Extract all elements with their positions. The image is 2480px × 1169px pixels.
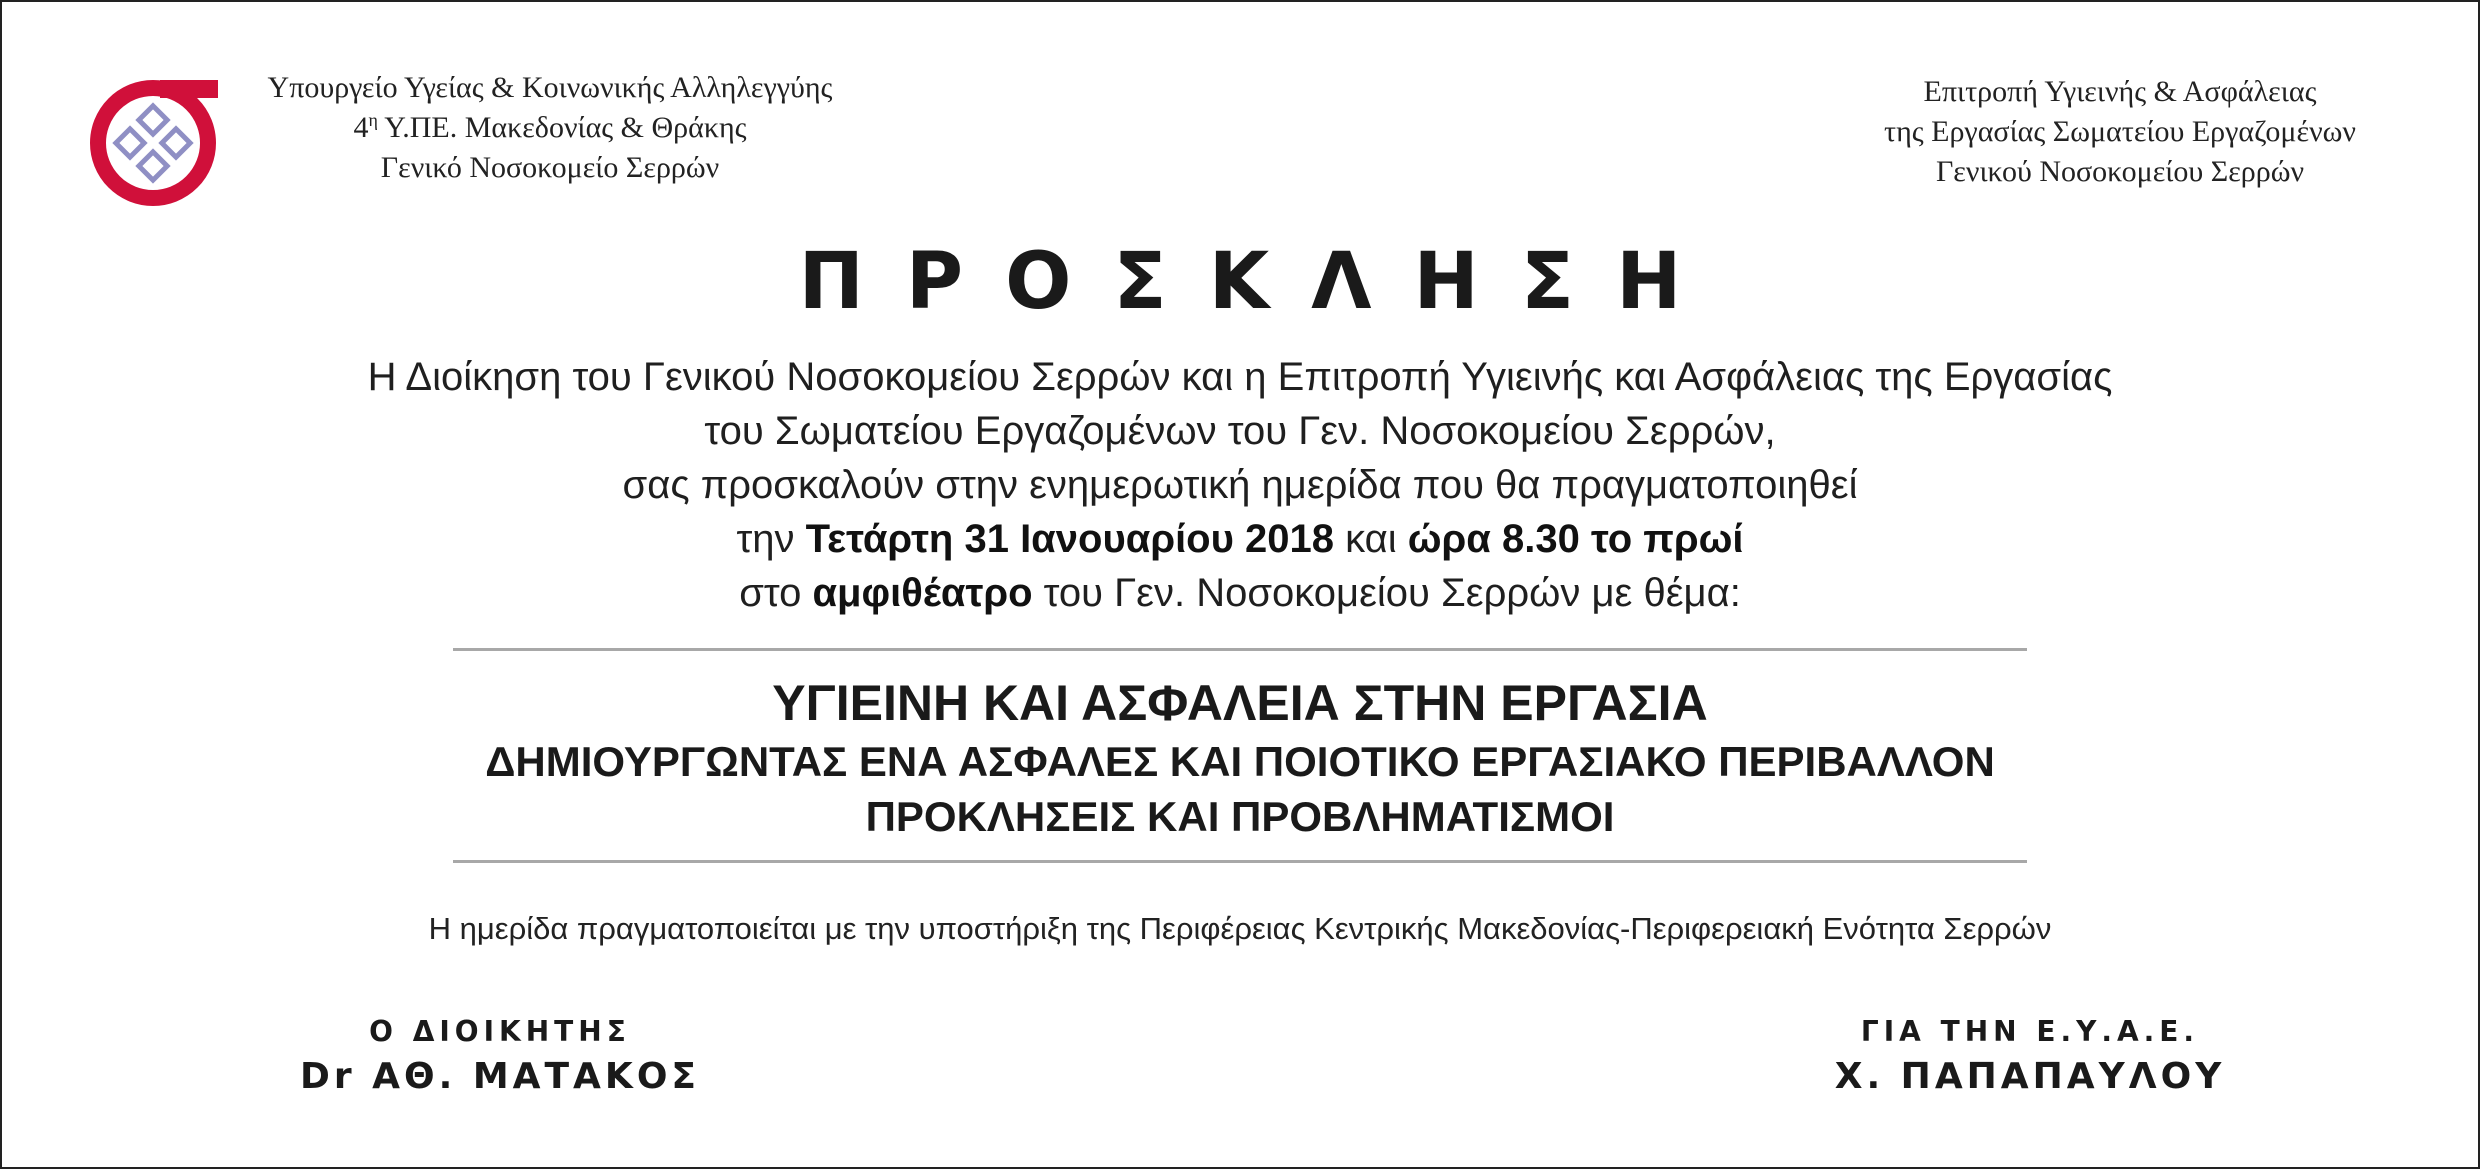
signature-committee: [1760, 1012, 2300, 1102]
committee-line-1: Επιτροπή Υγιεινής & Ασφάλειας: [1923, 75, 2317, 108]
intro-line-5: [0, 566, 2480, 620]
intro-line-1: Η Διοίκηση του Γενικού Νοσοκομείου Σερρών και η Επιτροπή Υγιεινής και Ασφάλειας της Εργασίας: [367, 355, 2113, 399]
health-region: [220, 108, 880, 148]
intro-text: του Γεν. Νοσοκομείου Σερρών με θέμα:: [1032, 571, 1741, 615]
intro-line-4: [0, 512, 2480, 566]
hospital-name: Γενικό Νοσοκομείο Σερρών: [380, 151, 720, 184]
topic-subtitle: ΔΗΜΙΟΥΡΓΩΝΤΑΣ ΕΝΑ ΑΣΦΑΛΕΣ ΚΑΙ ΠΟΙΟΤΙΚΟ ΕΡΓΑΣΙΑΚΟ ΠΕΡΙΒΑΛΛΟΝ: [485, 738, 1995, 785]
event-venue: αμφιθέατρο: [812, 571, 1033, 615]
topic-subtitle-2: ΠΡΟΚΛΗΣΕΙΣ ΚΑΙ ΠΡΟΒΛΗΜΑΤΙΣΜΟΙ: [865, 793, 1615, 840]
health-region-name: Υ.ΠΕ. Μακεδονίας & Θράκης: [377, 111, 747, 144]
intro-text: στο: [739, 571, 813, 615]
committee-line-3: Γενικού Νοσοκομείου Σερρών: [1935, 155, 2305, 188]
ministry-name: Υπουργείο Υγείας & Κοινωνικής Αλληλεγγύης: [267, 71, 833, 104]
support-note: Η ημερίδα πραγματοποιείται με την υποστήριξη της Περιφέρειας Κεντρικής Μακεδονίας-Περιφερειακή Ενότητα Σερρών: [428, 911, 2052, 946]
health-region-number: 4: [353, 111, 369, 144]
health-region-ordinal: η: [368, 110, 378, 130]
intro-line-2: του Σωματείου Εργαζομένων του Γεν. Νοσοκομείου Σερρών,: [704, 409, 1776, 453]
hospital-logo-icon: [88, 78, 218, 208]
intro-text: και: [1334, 517, 1408, 561]
invitation-intro: [0, 350, 2480, 620]
invitation-title: ΠΡΟΣΚΛΗΣΗ: [798, 237, 1724, 327]
intro-text: την: [736, 517, 806, 561]
signature-role: Ο ΔΙΟΙΚΗΤΗΣ: [369, 1015, 631, 1048]
header-right-committee: [1810, 72, 2430, 192]
divider-top: [453, 648, 2027, 651]
intro-line-3: σας προσκαλούν στην ενημερωτική ημερίδα που θα πραγματοποιηθεί: [622, 463, 1858, 507]
header-left-organization: [220, 68, 880, 188]
topic-title: ΥΓΙΕΙΝΗ ΚΑΙ ΑΣΦΑΛΕΙΑ ΣΤΗΝ ΕΡΓΑΣΙΑ: [772, 675, 1708, 731]
signature-name: Χ. ΠΑΠΑΠΑΥΛΟΥ: [1834, 1056, 2226, 1097]
committee-line-2: της Εργασίας Σωματείου Εργαζομένων: [1884, 115, 2356, 148]
divider-bottom: [453, 860, 2027, 863]
event-time: ώρα 8.30 το πρωί: [1407, 517, 1744, 561]
event-date: Τετάρτη 31 Ιανουαρίου 2018: [805, 517, 1334, 561]
signature-role: ΓΙΑ ΤΗΝ Ε.Υ.Α.Ε.: [1860, 1015, 2200, 1048]
signature-director: [270, 1012, 730, 1102]
signature-name: Dr ΑΘ. ΜΑΤΑΚΟΣ: [299, 1056, 701, 1097]
